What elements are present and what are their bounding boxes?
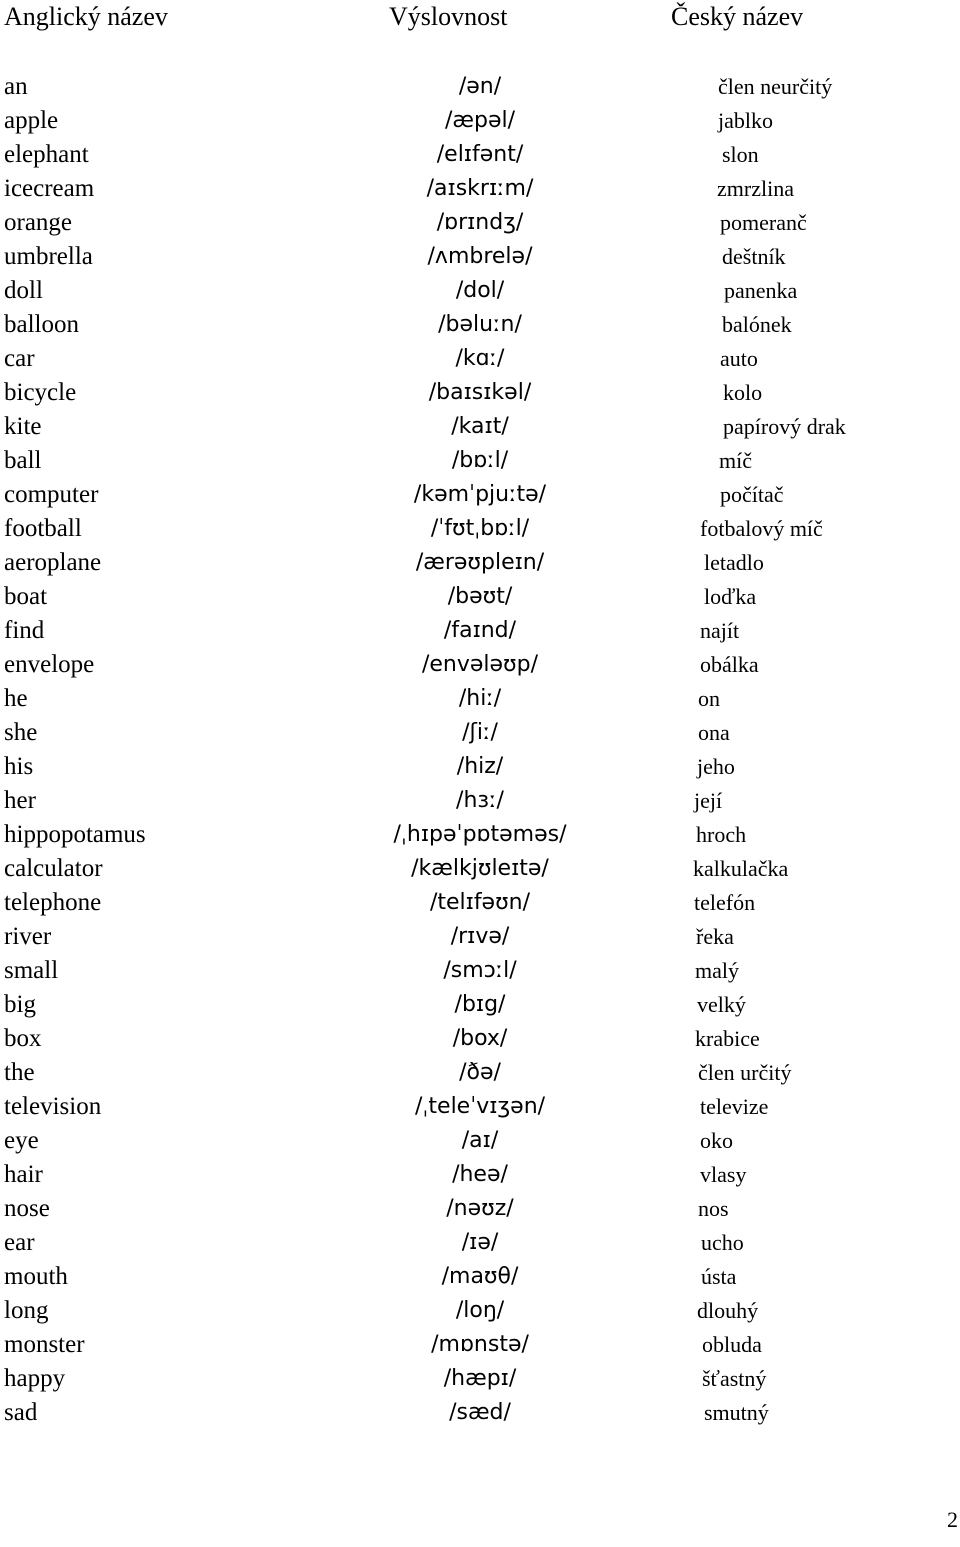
czech-word: člen určitý [698,1060,792,1085]
czech-word: fotbalový míč [700,516,823,541]
pronunciation: /ʌmbrelə/ [427,244,533,269]
czech-word: televize [700,1094,769,1119]
english-word: she [4,719,38,746]
czech-word: míč [719,448,752,473]
table-row [0,1192,960,1226]
pronunciation: /mɒnstə/ [431,1332,529,1357]
pronunciation: /ɪə/ [461,1230,499,1255]
pronunciation: /sæd/ [449,1400,511,1425]
table-row [0,410,960,444]
czech-word: jablko [718,108,773,133]
czech-word: malý [695,958,739,983]
pronunciation: /ˈfʊtˌbɒːl/ [430,516,530,541]
pronunciation: /envələʊp/ [421,652,539,677]
pronunciation: /rɪvə/ [450,924,510,949]
english-word: doll [4,277,43,304]
english-word: monster [4,1331,85,1358]
pronunciation: /bɪg/ [454,992,506,1017]
english-word: balloon [4,311,79,338]
english-word: ear [4,1229,35,1256]
czech-word: ústa [701,1264,737,1289]
english-word: aeroplane [4,549,102,576]
table-row [0,648,960,682]
header-czech-name: Český název [671,2,804,31]
table-row [0,512,960,546]
pronunciation: /bəʊt/ [447,584,513,609]
english-word: small [4,957,59,984]
header-pronunciation: Výslovnost [389,2,508,31]
english-word: mouth [4,1263,68,1290]
table-row [0,308,960,342]
table-row [0,1362,960,1396]
pronunciation: /bɒːl/ [451,448,509,473]
table-row [0,852,960,886]
english-word: her [4,787,36,814]
pronunciation: /ˌhɪpəˈpɒtəməs/ [393,822,567,847]
table-row [0,682,960,716]
english-word: calculator [4,855,103,882]
pronunciation: /ðə/ [459,1060,501,1085]
table-row [0,954,960,988]
pronunciation: /heə/ [452,1162,508,1187]
czech-word: pomeranč [720,210,807,235]
table-row [0,274,960,308]
pronunciation: /aɪskrɪːm/ [426,176,534,201]
table-row [0,1294,960,1328]
pronunciation: /hɜː/ [456,788,504,813]
english-word: eye [4,1127,39,1154]
english-word: an [4,73,28,100]
pronunciation: /æpəl/ [444,108,516,133]
english-word: television [4,1093,102,1120]
table-row [0,206,960,240]
english-word: river [4,923,52,950]
vocabulary-list [0,70,960,1430]
table-row [0,716,960,750]
czech-word: velký [697,992,746,1017]
table-row [0,104,960,138]
table-row [0,1090,960,1124]
czech-word: obluda [702,1332,762,1357]
czech-word: řeka [696,924,734,949]
table-row [0,1022,960,1056]
english-word: computer [4,481,99,508]
czech-word: smutný [704,1400,769,1425]
czech-word: auto [720,346,758,371]
pronunciation: /aɪ/ [461,1128,499,1153]
czech-word: slon [722,142,759,167]
english-word: long [4,1297,49,1324]
czech-word: jeho [697,754,735,779]
pronunciation: /ˌteleˈvɪʒən/ [414,1094,546,1119]
czech-word: dlouhý [697,1298,759,1323]
table-row [0,444,960,478]
czech-word: oko [700,1128,733,1153]
pronunciation: /box/ [452,1026,508,1051]
pronunciation: /telɪfəʊn/ [429,890,531,915]
table-row [0,1124,960,1158]
pronunciation: /ærəʊpleɪn/ [415,550,545,575]
table-row [0,1260,960,1294]
english-word: icecream [4,175,95,202]
english-word: apple [4,107,59,134]
english-word: car [4,345,35,372]
czech-word: loďka [704,584,757,609]
english-word: football [4,515,82,542]
czech-word: telefón [694,890,756,915]
table-row [0,478,960,512]
table-row [0,172,960,206]
pronunciation: /hiː/ [458,686,502,711]
czech-word: ucho [701,1230,744,1255]
czech-word: člen neurčitý [718,74,833,99]
english-word: happy [4,1365,66,1392]
table-row [0,784,960,818]
czech-word: obálka [700,652,759,677]
pronunciation: /maʊθ/ [441,1264,519,1289]
pronunciation: /kəmˈpjuːtə/ [413,482,547,507]
czech-word: zmrzlina [717,176,794,201]
table-row [0,240,960,274]
pronunciation: /kælkjʊleɪtə/ [411,856,549,881]
czech-word: krabice [695,1026,760,1051]
pronunciation: /ən/ [458,74,502,99]
pronunciation: /faɪnd/ [443,618,517,643]
pronunciation: /smɔːl/ [443,958,517,983]
czech-word: počítač [720,482,784,507]
table-row [0,1056,960,1090]
pronunciation: /baɪsɪkəl/ [428,380,532,405]
english-word: box [4,1025,42,1052]
czech-word: kalkulačka [693,856,789,881]
pronunciation: /bəluːn/ [438,312,522,337]
czech-word: deštník [722,244,786,269]
table-row [0,1328,960,1362]
pronunciation: /ɒrɪndʒ/ [436,210,524,235]
czech-word: najít [700,618,740,643]
english-word: ball [4,447,42,474]
czech-word: hroch [696,822,747,847]
table-row [0,70,960,104]
english-word: umbrella [4,243,93,270]
pronunciation: /elɪfənt/ [436,142,524,167]
english-word: the [4,1059,35,1086]
pronunciation: /dol/ [455,278,505,303]
english-word: his [4,753,34,780]
english-word: sad [4,1399,38,1426]
table-row [0,1158,960,1192]
czech-word: ona [698,720,730,745]
pronunciation: /kaɪt/ [451,414,509,439]
table-row [0,546,960,580]
english-word: nose [4,1195,50,1222]
english-word: kite [4,413,42,440]
english-word: he [4,685,28,712]
pronunciation: /kɑː/ [455,346,505,371]
pronunciation: /hæpɪ/ [443,1366,517,1391]
table-row [0,614,960,648]
pronunciation: /nəʊz/ [446,1196,514,1221]
english-word: boat [4,583,48,610]
czech-word: panenka [724,278,798,303]
pronunciation: /loŋ/ [455,1298,505,1323]
table-row [0,818,960,852]
pronunciation: /ʃiː/ [462,720,498,745]
english-word: elephant [4,141,89,168]
czech-word: letadlo [704,550,764,575]
pronunciation: /hiz/ [456,754,504,779]
czech-word: on [698,686,720,711]
czech-word: její [694,788,723,813]
header-english-name: Anglický název [4,2,168,31]
english-word: hair [4,1161,43,1188]
table-row [0,376,960,410]
english-word: big [4,991,36,1018]
czech-word: papírový drak [723,414,846,439]
english-word: orange [4,209,73,236]
czech-word: balónek [722,312,792,337]
english-word: bicycle [4,379,77,406]
english-word: envelope [4,651,95,678]
czech-word: nos [698,1196,729,1221]
table-row [0,342,960,376]
table-row [0,138,960,172]
czech-word: vlasy [700,1162,747,1187]
table-row [0,1396,960,1430]
table-row [0,580,960,614]
page-number: 2 [947,1507,958,1532]
table-row [0,750,960,784]
table-row [0,920,960,954]
czech-word: kolo [723,380,763,405]
english-word: find [4,617,45,644]
table-header [0,2,960,36]
table-row [0,1226,960,1260]
table-row [0,886,960,920]
czech-word: šťastný [702,1366,767,1391]
english-word: telephone [4,889,102,916]
table-row [0,988,960,1022]
english-word: hippopotamus [4,821,146,848]
